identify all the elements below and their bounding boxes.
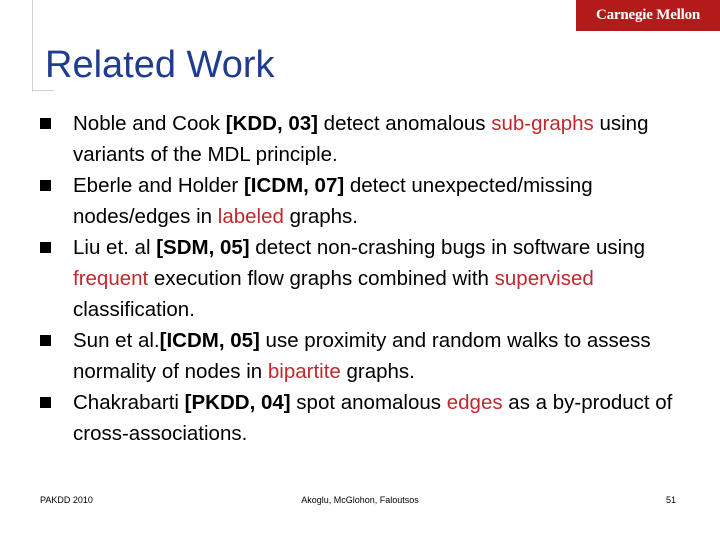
bullet-list xyxy=(36,108,696,449)
square-bullet-icon xyxy=(40,180,51,191)
bullet-item xyxy=(36,170,696,232)
footer-conference: PAKDD 2010 xyxy=(40,495,93,505)
square-bullet-icon xyxy=(40,335,51,346)
bullet-text: Noble and Cook xyxy=(73,112,226,135)
citation: [PKDD, 04] xyxy=(184,391,291,414)
bullet-text: as a by-product of cross-associations. xyxy=(73,391,673,445)
decorative-vertical-rule xyxy=(32,0,33,92)
slide-title: Related Work xyxy=(45,44,275,86)
footer-page-number: 51 xyxy=(666,495,677,505)
citation: [ICDM, 07] xyxy=(243,174,345,197)
bullet-text: graphs. xyxy=(283,205,358,228)
carnegie-mellon-logo xyxy=(576,0,720,31)
highlight-term: bipartite xyxy=(267,360,341,383)
bullet-text: detect non-crashing bugs in software using xyxy=(249,236,646,259)
bullet-text: execution flow graphs combined with xyxy=(148,267,495,290)
highlight-term: supervised xyxy=(494,267,594,290)
bullet-text: spot anomalous xyxy=(290,391,447,414)
citation: [SDM, 05] xyxy=(156,236,250,259)
square-bullet-icon xyxy=(40,242,51,253)
bullet-item xyxy=(36,232,696,325)
logo-text: Carnegie Mellon xyxy=(595,7,701,23)
square-bullet-icon xyxy=(40,397,51,408)
bullet-item xyxy=(36,108,696,170)
bullet-text: Liu et. al xyxy=(73,236,157,259)
highlight-term: frequent xyxy=(73,267,149,290)
highlight-term: edges xyxy=(446,391,503,414)
bullet-text: Chakrabarti xyxy=(73,391,185,414)
citation: [ICDM, 05] xyxy=(159,329,260,352)
bullet-text: Sun et al. xyxy=(73,329,160,352)
bullet-text: use proximity and random walks to assess normality of nodes in xyxy=(73,329,651,383)
bullet-text: classification. xyxy=(73,298,195,321)
highlight-term: labeled xyxy=(217,205,284,228)
footer-authors: Akoglu, McGlohon, Faloutsos xyxy=(301,495,419,505)
bullet-text: Eberle and Holder xyxy=(73,174,244,197)
square-bullet-icon xyxy=(40,118,51,129)
bullet-text: detect anomalous xyxy=(317,112,492,135)
bullet-item xyxy=(36,387,696,449)
citation: [KDD, 03] xyxy=(225,112,318,135)
bullet-text: using variants of the MDL principle. xyxy=(73,112,649,166)
bullet-text: graphs. xyxy=(340,360,415,383)
decorative-horizontal-rule xyxy=(32,90,54,91)
highlight-term: sub-graphs xyxy=(491,112,594,135)
bullet-item xyxy=(36,325,696,387)
bullet-text: detect unexpected/missing nodes/edges in xyxy=(73,174,593,228)
